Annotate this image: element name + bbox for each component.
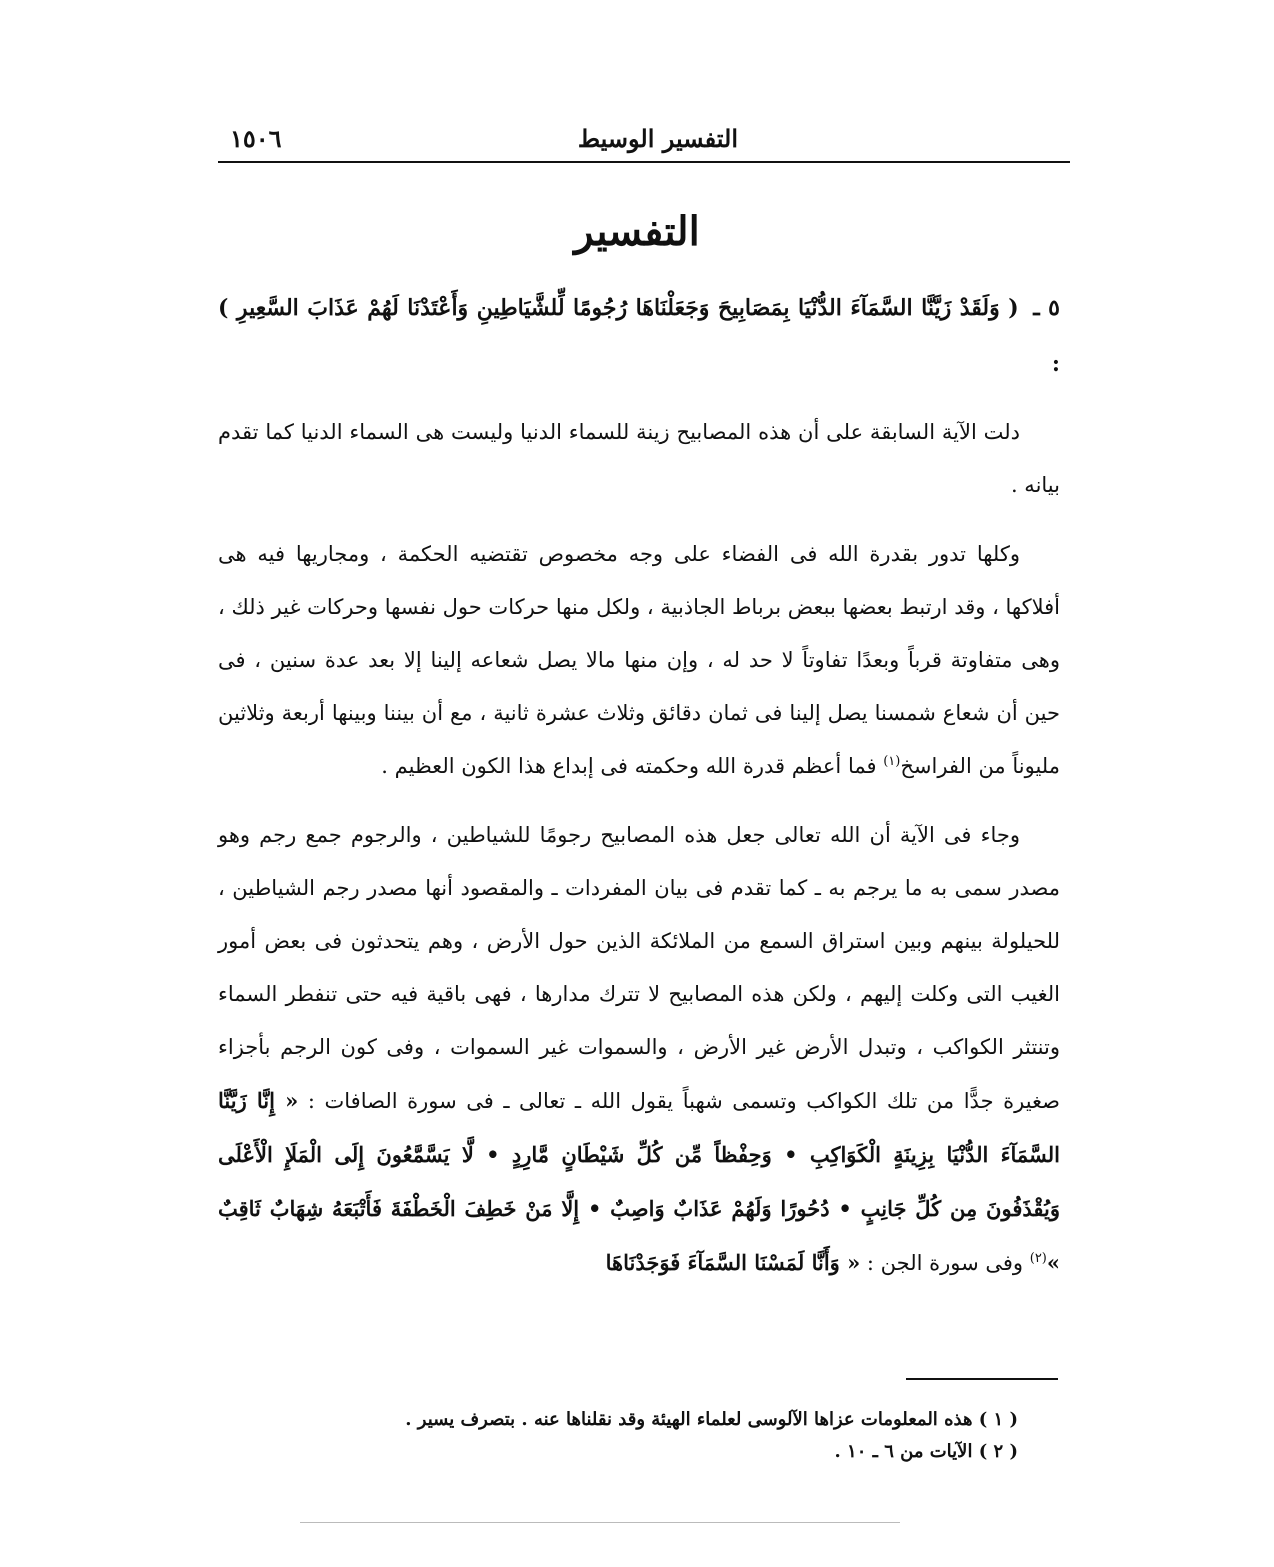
footnote-text: الآيات من ٦ ـ ١٠ . [834,1441,973,1462]
header-rule [218,161,1070,163]
footnotes [218,1404,1018,1468]
page-header [218,118,1068,158]
footnote-ref-2[interactable]: (٢) [1029,1251,1047,1266]
footnote-2 [218,1436,1018,1468]
paragraph-3 [218,809,1060,1290]
footnote-marker: ( ٢ ) [978,1441,1018,1462]
page-number: ١٥٠٦ [230,124,282,153]
paragraph-2-text: وكلها تدور بقدرة الله فى الفضاء على وجه مخصوص تقتضيه الحكمة ، ومجاريها فيه هى أفلاكها ، وقد ارتبط بعضها ببعض برباط الجاذبية ، ولكل منها حركات حول نفسها وحركات غير ذلك ، وهى متفاوتة قرباً وبعدًا تفاوتاً لا حد له ، وإن منها مالا يصل شعاعه إلينا إلا بعد عدة سنين ، فى حين أن شعاع شمسنا يصل إلينا فى ثمان دقائق وثلاث عشرة ثانية ، مع أن بيننا وبينها أربعة وثلاثين مليوناً من الفراسخ [218,542,1060,778]
footnote-1 [218,1404,1018,1436]
footnote-ref-1[interactable]: (١) [883,754,901,769]
footnote-text: هذه المعلومات عزاها الآلوسى لعلماء الهيئة وقد نقلناها عنه . بتصرف يسير . [405,1409,973,1430]
paragraph-3-text: وجاء فى الآية أن الله تعالى جعل هذه المصابيح رجومًا للشياطين ، والرجوم جمع رجم وهو مصدر سمى به ما يرجم به ـ كما تقدم فى بيان المفردات ـ والمقصود أنها مصدر رجم الشياطين ، للحيلولة بينهم وبين استراق السمع من الملائكة الذين حول الأرض ، وهم يتحدثون فى بعض أمور الغيب التى وكلت إليهم ، ولكن هذه المصابيح لا تترك مدارها ، فهى باقية فيه حتى تنفطر السماء وتنتثر الكواكب ، وتبدل الأرض غير الأرض ، والسموات غير السموات ، وفى كون الرجم بأجزاء صغيرة جدًّا من تلك الكواكب وتسمى شهباً يقول الله ـ تعالى ـ فى سورة الصافات : [218,823,1061,1113]
paragraph-1: دلت الآية السابقة على أن هذه المصابيح زينة للسماء الدنيا وليست هى السماء الدنيا كما تقدم بيانه . [218,420,1060,497]
footnote-rule [906,1378,1058,1380]
paragraph-2-text-end: فما أعظم قدرة الله وحكمته فى إبداع هذا الكون العظيم . [381,754,884,778]
verse-text: ( وَلَقَدْ زَيَّنَّا السَّمَآءَ الدُّنْيَا بِمَصَابِيحَ وَجَعَلْنَاهَا رُجُومًا لِّلشَّيَاطِينِ وَأَعْتَدْنَا لَهُمْ عَذَابَ السَّعِيرِ ) : [218,295,1060,377]
section-title: التفسير [574,208,700,255]
paragraph-3-mid: وفى سورة الجن : [860,1251,1030,1275]
running-title: التفسير الوسيط [577,124,738,153]
paragraph-2 [218,528,1060,793]
footnote-marker: ( ١ ) [978,1409,1018,1430]
verse-number: ٥ ـ [1033,295,1060,321]
bottom-scan-line [300,1522,900,1523]
verse-block [218,280,1060,392]
quran-quote-jinn: « وَأَنَّا لَمَسْنَا السَّمَآءَ فَوَجَدْنَاهَا [605,1250,861,1275]
body-text [218,280,1060,1306]
quran-quote-saffat: « إِنَّا زَيَّنَّا السَّمَآءَ الدُّنْيَا بِزِينَةٍ الْكَوَاكِبِ • وَحِفْظاً مِّن كُلِّ شَيْطَانٍ مَّارِدٍ • لَّا يَسَّمَّعُونَ إِلَى الْمَلَإِ الْأَعْلَى وَيُقْذَفُونَ مِن كُلِّ جَانِبٍ • دُحُورًا وَلَهُمْ عَذَابٌ وَاصِبٌ • إِلَّا مَنْ خَطِفَ الْخَطْفَةَ فَأَتْبَعَهُ شِهَابٌ ثَاقِبٌ » [218,1088,1060,1275]
